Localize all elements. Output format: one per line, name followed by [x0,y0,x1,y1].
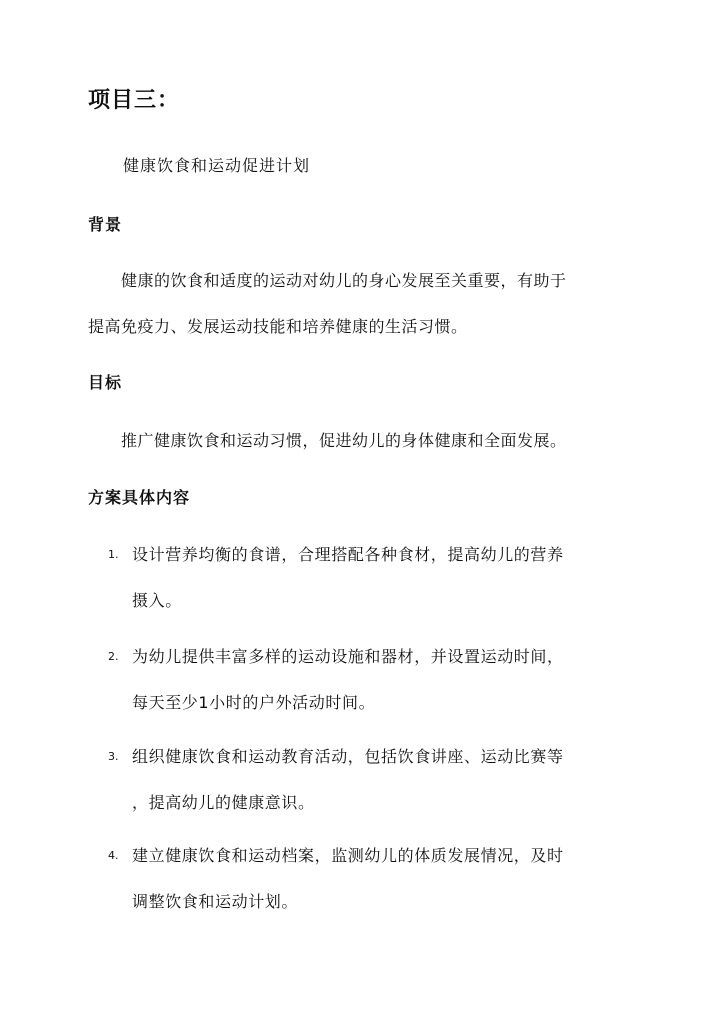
list-item-text [132,745,564,815]
section-paragraph-goal [88,429,633,453]
list-item-line: 每天至少1小时的户外活动时间。 [132,693,376,712]
section-heading-goal: 目标 [88,373,123,392]
document-title: 项目三： [88,88,181,113]
section-paragraph-background [88,269,633,339]
list-item-number: 4. [108,849,119,862]
list-item-line: 组织健康饮食和运动教育活动，包括饮食讲座、运动比赛等 [132,747,564,766]
list-item-text [132,645,564,715]
list-item-line: 调整饮食和运动计划。 [132,892,299,911]
list-item-line: 设计营养均衡的食谱，合理搭配各种食材，提高幼儿的营养 [132,545,564,564]
list-item-line: 建立健康饮食和运动档案，监测幼儿的体质发展情况，及时 [132,846,564,865]
list-item-text [132,543,564,613]
section-heading-plan: 方案具体内容 [88,488,191,507]
paragraph-line: 健康的饮食和适度的运动对幼儿的身心发展至关重要，有助于 [121,271,567,290]
section-heading-background: 背景 [88,215,123,234]
list-item-number: 3. [108,750,119,763]
list-item-text [132,844,564,914]
list-item-line: ，提高幼儿的健康意识。 [132,793,315,812]
list-item-line: 摄入。 [132,591,182,610]
list-item-number: 1. [108,548,119,561]
paragraph-line: 提高免疫力、发展运动技能和培养健康的生活习惯。 [88,317,468,336]
list-item-number: 2. [108,650,119,663]
list-item-line: 为幼儿提供丰富多样的运动设施和器材，并设置运动时间， [132,647,564,666]
document-subtitle: 健康饮食和运动促进计划 [123,156,311,175]
paragraph-line: 推广健康饮食和运动习惯，促进幼儿的身体健康和全面发展。 [121,431,567,450]
